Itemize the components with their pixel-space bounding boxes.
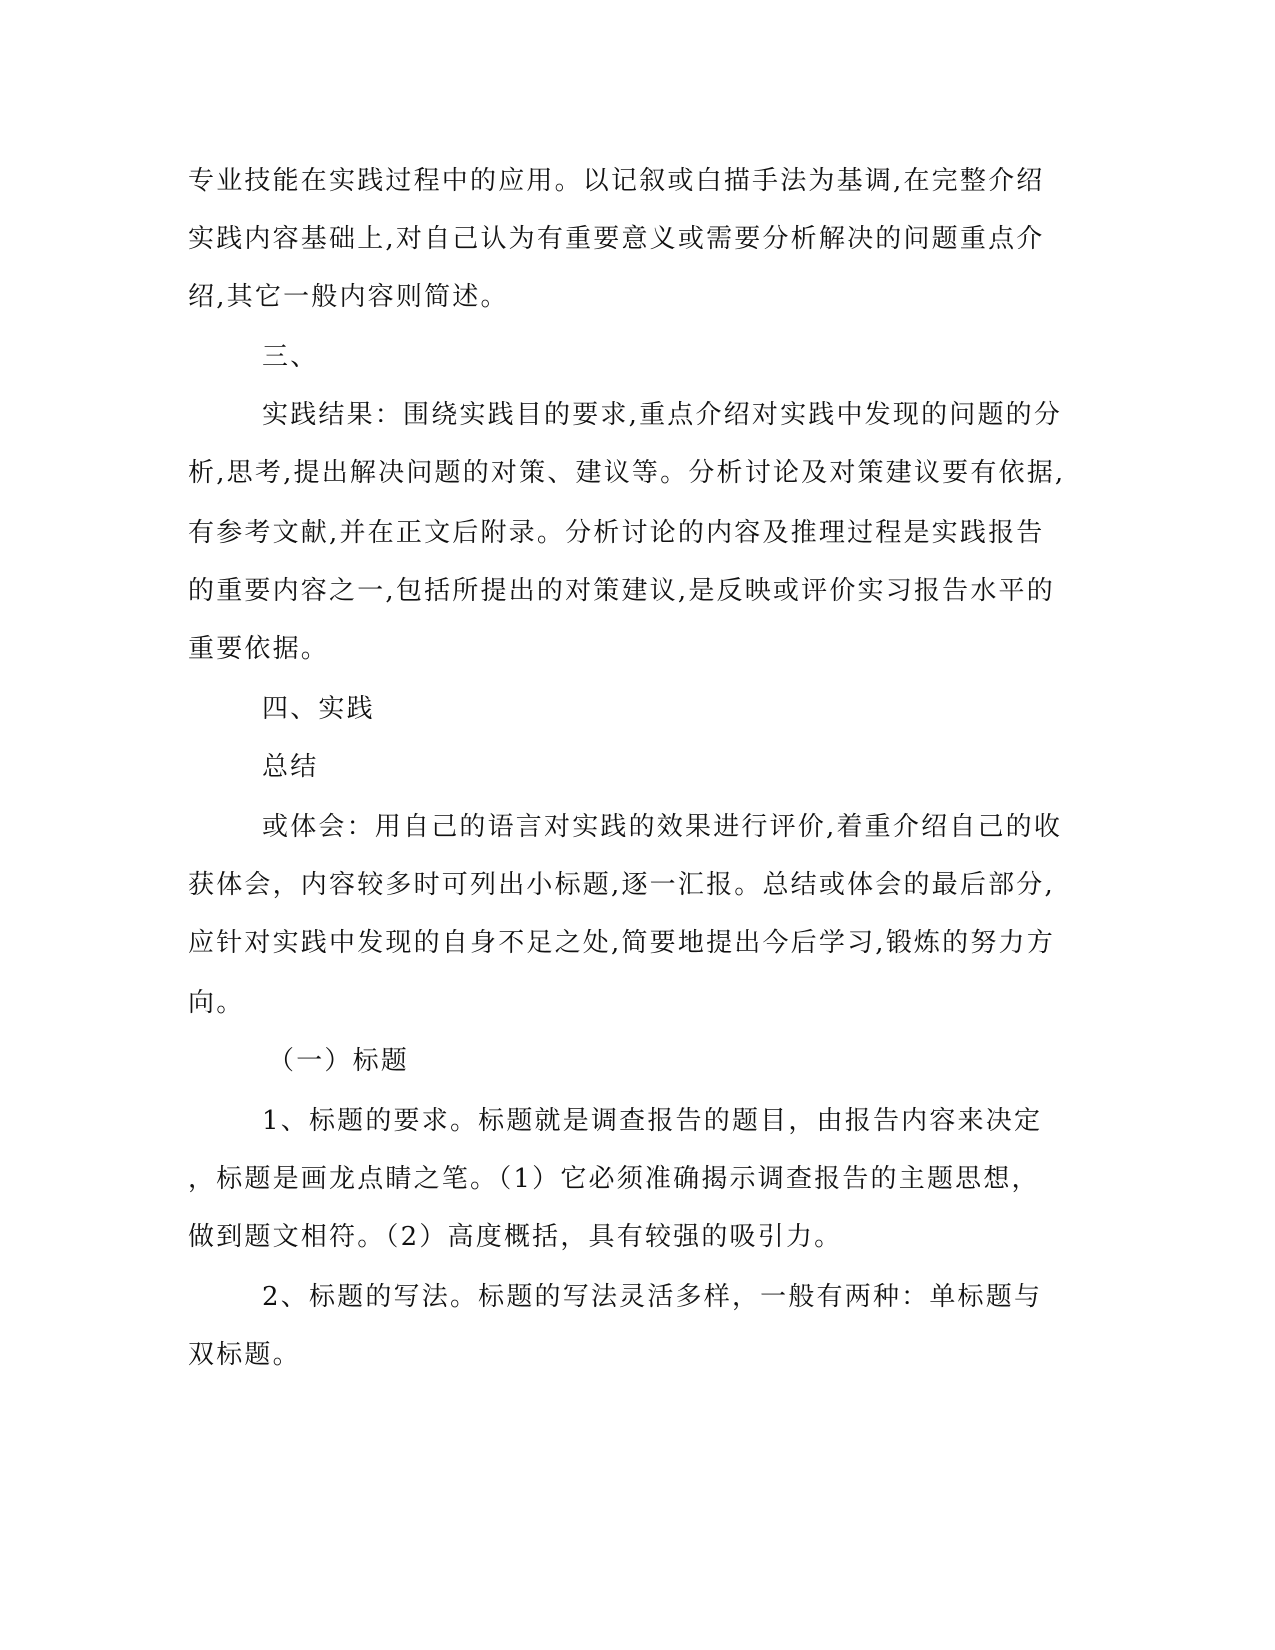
body-line-21: 双标题。 <box>188 1340 301 1370</box>
section-heading-four: 四、实践 <box>262 694 375 724</box>
body-line-17: 1、标题的要求。标题就是调查报告的题目，由报告内容来决定 <box>262 1106 1043 1136</box>
body-line-18: ，标题是画龙点睛之笔。（1）它必须准确揭示调查报告的主题思想， <box>188 1164 1040 1194</box>
body-line-14: 应针对实践中发现的自身不足之处,简要地提出今后学习,锻炼的努力方 <box>188 928 1055 958</box>
body-line-20: 2、标题的写法。标题的写法灵活多样，一般有两种：单标题与 <box>262 1282 1043 1312</box>
section-heading-three: 三、 <box>262 342 319 372</box>
body-line-5: 实践结果：围绕实践目的要求,重点介绍对实践中发现的问题的分 <box>262 400 1063 430</box>
subsection-heading-title: （一）标题 <box>268 1046 410 1076</box>
body-line-8: 的重要内容之一,包括所提出的对策建议,是反映或评价实习报告水平的 <box>188 576 1055 606</box>
body-line-3: 绍,其它一般内容则简述。 <box>188 282 509 312</box>
body-line-6: 析,思考,提出解决问题的对策、建议等。分析讨论及对策建议要有依据, <box>188 458 1066 488</box>
body-line-19: 做到题文相符。（2）高度概括，具有较强的吸引力。 <box>188 1222 843 1252</box>
body-line-7: 有参考文献,并在正文后附录。分析讨论的内容及推理过程是实践报告 <box>188 518 1045 548</box>
body-line-12: 或体会：用自己的语言对实践的效果进行评价,着重介绍自己的收 <box>262 812 1063 842</box>
body-line-1: 专业技能在实践过程中的应用。以记叙或白描手法为基调,在完整介绍 <box>188 166 1045 196</box>
body-line-2: 实践内容基础上,对自己认为有重要意义或需要分析解决的问题重点介 <box>188 224 1045 254</box>
body-line-9: 重要依据。 <box>188 634 330 664</box>
section-heading-summary: 总结 <box>262 752 319 782</box>
body-line-13: 获体会，内容较多时可列出小标题,逐一汇报。总结或体会的最后部分, <box>188 870 1055 900</box>
body-line-15: 向。 <box>188 988 245 1018</box>
